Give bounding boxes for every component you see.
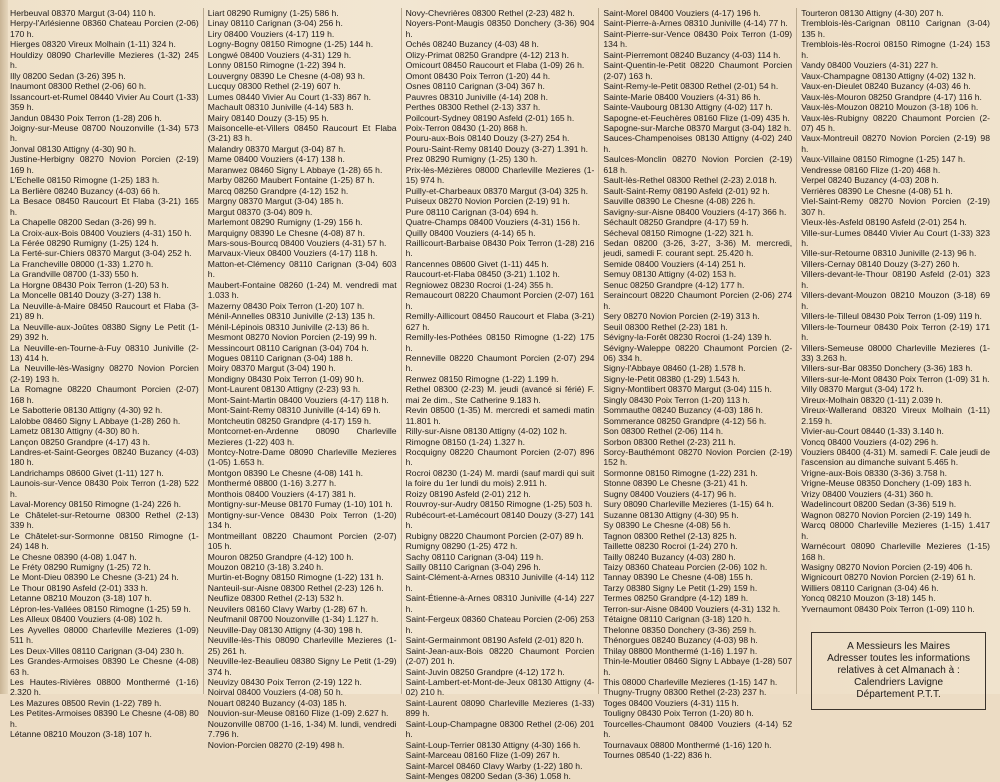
column-5 — [797, 8, 994, 701]
commune-entry: Lonny 08150 Rimogne (1-22) 394 h. — [207, 60, 346, 71]
commune-entry: Thénorgues 08240 Buzancy (4-03) 98 h. — [603, 635, 758, 646]
commune-entry: Létanne 08210 Mouzon (3-18) 107 h. — [10, 729, 152, 740]
commune-entry: Neuvilers 08160 Clavy Warby (1-28) 67 h. — [207, 603, 368, 614]
commune-entry: Termes 08250 Grandpre (4-12) 189 h. — [603, 593, 749, 604]
commune-entry: Touligny 08430 Poix Terron (1-20) 80 h. — [603, 708, 754, 719]
commune-entry: Rubigny 08220 Chaumont Porcien (2-07) 89 h. — [405, 530, 584, 541]
commune-entry: Yoncq 08210 Mouzon (3-18) 145 h. — [801, 593, 936, 604]
commune-entry: Villers-Cernay 08140 Douzy (3-27) 260 h. — [801, 258, 960, 269]
commune-entry: Novy-Chevrières 08300 Rethel (2-23) 482 h. — [405, 8, 575, 18]
commune-entry: Les Grandes-Armoises 08390 Le Chesne (4-08) 63 h. — [10, 656, 199, 677]
commune-entry: Villers-sur-le-Mont 08430 Poix Terron (1-09) 31 h. — [801, 373, 990, 384]
commune-entry: Sy 08390 Le Chesne (4-08) 56 h. — [603, 520, 731, 531]
commune-entry: Les Ayvelles 08000 Charleville Mezieres (1-09) 511 h. — [10, 624, 199, 646]
commune-entry: La Neuville-lès-Wasigny 08270 Novion Porcien (2-19) 193 h. — [10, 363, 199, 384]
commune-entry: La Berlière 08240 Buzancy (4-03) 66 h. — [10, 185, 161, 196]
commune-entry: Lançon 08250 Grandpre (4-17) 43 h. — [10, 436, 150, 447]
commune-entry: Neuville-Day 08130 Attigny (4-30) 198 h. — [207, 624, 363, 635]
commune-entry: Tailly 08240 Buzancy (4-03) 280 h. — [603, 551, 736, 562]
commune-entry: This 08000 Charleville Mezieres (1-15) 147 h. — [603, 677, 778, 687]
commune-entry: Remilly-Aillicourt 08450 Raucourt et Flaba (3-21) 627 h. — [405, 311, 595, 332]
page-crease — [0, 0, 8, 694]
commune-entry: Illy 08200 Sedan (3-26) 395 h. — [10, 70, 126, 81]
commune-entry: La Francheville 08000 (1-33) 1.270 h. — [10, 258, 154, 269]
commune-entry: Renwez 08150 Rimogne (1-22) 1.199 h. — [405, 373, 559, 384]
commune-entry: Liry 08400 Vouziers (4-17) 119 h. — [207, 28, 335, 39]
commune-entry: Séchault 08250 Grandpre (4-17) 59 h. — [603, 217, 749, 228]
commune-entry: Saulces-Monclin 08270 Novion Porcien (2-19) 618 h. — [603, 154, 793, 175]
commune-entry: Tournavaux 08800 Monthermé (1-16) 120 h. — [603, 739, 772, 750]
commune-entry: Wignicourt 08270 Novion Porcien (2-19) 61 h. — [801, 572, 976, 583]
commune-entry: Sedan 08200 (3-26, 3-27, 3-36) M. mercredi, jeudi, samedi F. courant sept. 25.420 h. — [603, 237, 793, 259]
commune-entry: Montcornet-en-Ardenne 08090 Charleville Mezieres (1-22) 403 h. — [207, 426, 397, 447]
commune-entry: Villers-devant-Mouzon 08210 Mouzon (3-18) 69 h. — [801, 290, 990, 311]
commune-entry: Vireux-Wallerand 08320 Vireux Molhain (1-11) 2.159 h. — [801, 405, 990, 426]
commune-entry: Noirval 08400 Vouziers (4-08) 50 h. — [207, 687, 343, 698]
commune-entry: Novion-Porcien 08270 (2-19) 498 h. — [207, 739, 345, 750]
commune-entry: Le Mont-Dieu 08390 Le Chesne (3-21) 24 h. — [10, 572, 179, 583]
column-3 — [402, 8, 600, 782]
commune-entry: Prez 08290 Rumigny (1-25) 130 h. — [405, 154, 538, 165]
commune-entry: Sery 08270 Novion Porcien (2-19) 313 h. — [603, 311, 760, 322]
commune-entry: Jandun 08430 Poix Terron (1-28) 206 h. — [10, 112, 162, 123]
commune-entry: Saint-Menges 08200 Sedan (3-36) 1.058 h. — [405, 771, 571, 782]
commune-entry: Wadelincourt 08200 Sedan (3-36) 519 h. — [801, 499, 957, 510]
commune-entry: Saint-Loup-Champagne 08300 Rethel (2-06) 201 h. — [405, 718, 595, 740]
column-4 — [599, 8, 797, 761]
commune-entry: La Neuville-aux-Joûtes 08380 Signy Le Petit (1-29) 392 h. — [10, 321, 199, 343]
commune-entry: Sugny 08400 Vouziers (4-17) 96 h. — [603, 488, 737, 499]
commune-entry: Saint-Remy-le-Petit 08300 Rethel (2-01) 54 h. — [603, 81, 779, 92]
commune-entry: Puilly-et-Charbeaux 08370 Margut (3-04) 325 h. — [405, 185, 589, 196]
commune-entry: Saint-Clément-à-Arnes 08310 Juniville (4-14) 112 h. — [405, 572, 595, 593]
commune-entry: Roizy 08190 Asfeld (2-01) 212 h. — [405, 488, 531, 499]
commune-entry: Rocroi 08230 (1-24) M. mardi (sauf mardi qui suit la foire du 1er lundi du mois) 2.911 h. — [405, 467, 595, 489]
commune-entry: Le Châtelet-sur-Retourne 08300 Rethel (2-13) 339 h. — [10, 509, 199, 531]
commune-entry: Rethel 08300 (2-23) M. jeudi (avancé si férié) F. mai 2e dim., Ste Catherine 9.183 h. — [405, 384, 595, 405]
commune-entry: Neuville-lez-Beaulieu 08380 Signy Le Petit (1-29) 374 h. — [207, 656, 397, 677]
commune-entry: Justine-Herbigny 08270 Novion Porcien (2-19) 169 h. — [10, 154, 199, 175]
commune-entry: Poix-Terron 08430 (1-20) 868 h. — [405, 122, 528, 133]
commune-entry: Signy-le-Petit 08380 (1-29) 1.543 h. — [603, 373, 740, 384]
commune-entry: Monthermé 08800 (1-16) 3.277 h. — [207, 478, 337, 489]
commune-entry: Murtin-et-Bogny 08150 Rimogne (1-22) 131 h. — [207, 572, 384, 583]
commune-entry: Warcq 08000 Charleville Mezieres (1-15) 1.417 h. — [801, 520, 990, 541]
commune-entry: Mont-Saint-Martin 08400 Vouziers (4-17) 118 h. — [207, 394, 389, 405]
commune-entry: Joigny-sur-Meuse 08700 Nouzonville (1-34) 573 h. — [10, 122, 199, 144]
commune-entry: Sorcy-Bauthémont 08270 Novion Porcien (2-19) 152 h. — [603, 447, 793, 468]
commune-entry: Saint-Quentin-le-Petit 08220 Chaumont Porcien (2-07) 163 h. — [603, 60, 793, 81]
commune-entry: Marlemont 08290 Rumigny (1-29) 156 h. — [207, 217, 363, 228]
commune-entry: Poilcourt-Sydney 08190 Asfeld (2-01) 165 h. — [405, 112, 575, 123]
commune-entry: La Chapelle 08200 Sedan (3-26) 99 h. — [10, 217, 157, 228]
commune-entry: Terron-sur-Aisne 08400 Vouziers (4-31) 132 h. — [603, 603, 781, 614]
commune-entry: Logny-Bogny 08150 Rimogne (1-25) 144 h. — [207, 39, 374, 50]
commune-entry: Lucquy 08300 Rethel (2-19) 607 h. — [207, 81, 341, 92]
commune-entry: Montigny-sur-Vence 08430 Poix Terron (1-20) 134 h. — [207, 509, 397, 531]
commune-entry: La Neuville-à-Maire 08450 Raucourt et Flaba (3-21) 89 h. — [10, 300, 199, 322]
commune-entry: Maubert-Fontaine 08260 (1-24) M. vendredi mat 1.033 h. — [207, 279, 397, 301]
commune-entry: Villy 08370 Margut (3-04) 172 h. — [801, 384, 924, 395]
notice-line: Calendriers Lavigne — [854, 677, 944, 689]
commune-entry: Williers 08110 Carignan (3-04) 46 h. — [801, 582, 939, 593]
commune-entry: Remaucourt 08220 Chaumont Porcien (2-07) 161 h. — [405, 290, 595, 311]
commune-entry: Sommerance 08250 Grandpre (4-12) 56 h. — [603, 415, 767, 426]
commune-entry: Viel-Saint-Remy 08270 Novion Porcien (2-19) 307 h. — [801, 196, 990, 217]
commune-entry: Toges 08400 Vouziers (4-31) 115 h. — [603, 697, 739, 708]
commune-entry: Saint-Étienne-à-Arnes 08310 Juniville (4-14) 227 h. — [405, 593, 595, 614]
commune-entry: Sauces-Champenoises 08130 Attigny (4-02) 240 h. — [603, 133, 793, 154]
commune-entry: Sachy 08110 Carignan (3-04) 119 h. — [405, 551, 544, 562]
column-2 — [204, 8, 402, 750]
commune-entry: Moiry 08370 Margut (3-04) 190 h. — [207, 363, 336, 374]
commune-entry: Regniowez 08230 Rocroi (1-24) 355 h. — [405, 279, 554, 290]
commune-entry: Thin-le-Moutier 08460 Signy L Abbaye (1-28) 507 h. — [603, 656, 793, 677]
commune-entry: Rilly-sur-Aisne 08130 Attigny (4-02) 102 h. — [405, 426, 568, 437]
commune-entry: Senuc 08250 Grandpre (4-12) 177 h. — [603, 279, 745, 290]
commune-entry: Le Chesne 08390 (4-08) 1.047 h. — [10, 551, 137, 562]
commune-entry: Mesmont 08270 Novion Porcien (2-19) 99 h. — [207, 332, 377, 343]
commune-entry: Marvaux-Vieux 08400 Vouziers (4-17) 118 h. — [207, 248, 378, 259]
commune-entry: Sommauthe 08240 Buzancy (4-03) 186 h. — [603, 405, 763, 416]
commune-entry: Lumes 08440 Vivier Au Court (1-33) 867 h. — [207, 91, 372, 102]
commune-entry: Perthes 08300 Rethel (2-13) 337 h. — [405, 102, 541, 113]
commune-entry: Jonval 08130 Attigny (4-30) 90 h. — [10, 143, 137, 154]
commune-entry: Marquigny 08390 Le Chesne (4-08) 87 h. — [207, 227, 365, 238]
commune-entry: Warnécourt 08090 Charleville Mezieres (1-15) 168 h. — [801, 541, 990, 562]
commune-entry: La Croix-aux-Bois 08400 Vouziers (4-31) 150 h. — [10, 227, 192, 238]
commune-entry: Omont 08430 Poix Terron (1-20) 44 h. — [405, 70, 551, 81]
commune-entry: Pouru-Saint-Remy 08140 Douzy (3-27) 1.391 h. — [405, 143, 589, 154]
commune-entry: Saint-Pierremont 08240 Buzancy (4-03) 114 h. — [603, 49, 781, 60]
commune-entry: Lalobbe 08460 Signy L Abbaye (1-28) 260 h. — [10, 415, 181, 426]
commune-entry: Letanne 08210 Mouzon (3-18) 107 h. — [10, 593, 152, 604]
commune-entry: Vaux-Champagne 08130 Attigny (4-02) 132 h. — [801, 70, 976, 81]
commune-entry: Tournes 08540 (1-22) 836 h. — [603, 750, 712, 761]
commune-entry: Verpel 08240 Buzancy (4-03) 208 h. — [801, 175, 939, 186]
commune-entry: Mouzon 08210 (3-18) 3.240 h. — [207, 562, 324, 573]
commune-entry: La Grandville 08700 (1-33) 550 h. — [10, 269, 139, 280]
commune-entry: Rimogne 08150 (1-24) 1.327 h. — [405, 436, 526, 447]
commune-entry: Vaux-lès-Rubigny 08220 Chaumont Porcien (2-07) 45 h. — [801, 112, 990, 133]
commune-entry: Liart 08290 Rumigny (1-25) 586 h. — [207, 8, 339, 18]
commune-entry: Messincourt 08110 Carignan (3-04) 704 h. — [207, 342, 369, 353]
commune-entry: Le Fréty 08290 Rumigny (1-25) 72 h. — [10, 562, 151, 573]
commune-entry: Saint-Fergeux 08360 Chateau Porcien (2-06) 253 h. — [405, 614, 595, 635]
commune-entry: Mazerny 08430 Poix Terron (1-20) 107 h. — [207, 300, 365, 311]
commune-entry: Sury 08090 Charleville Mezieres (1-15) 64 h. — [603, 499, 774, 510]
commune-entry: Le Thour 08190 Asfeld (2-01) 333 h. — [10, 582, 148, 593]
commune-entry: Noyers-Pont-Maugis 08350 Donchery (3-36) 904 h. — [405, 18, 595, 39]
commune-entry: Saint-Jean-aux-Bois 08220 Chaumont Porcien (2-07) 201 h. — [405, 645, 595, 667]
commune-entry: La Besace 08450 Raucourt Et Flaba (3-21) 165 h. — [10, 196, 199, 217]
commune-entry: La Férée 08290 Rumigny (1-25) 124 h. — [10, 237, 159, 248]
commune-entry: Wagnon 08270 Novion Porcien (2-19) 149 h. — [801, 509, 972, 520]
commune-entry: Mouron 08250 Grandpre (4-12) 100 h. — [207, 551, 354, 562]
commune-entry: Seuil 08300 Rethel (2-23) 181 h. — [603, 321, 728, 332]
commune-entry: Pauvres 08310 Juniville (4-14) 208 h. — [405, 91, 548, 102]
commune-entry: Sailly 08110 Carignan (3-04) 296 h. — [405, 562, 541, 573]
commune-entry: Rubécourt-et-Lamécourt 08140 Douzy (3-27) 141 h. — [405, 509, 595, 531]
commune-entry: Rouvroy-sur-Audry 08150 Rimogne (1-25) 503 h. — [405, 499, 593, 510]
notice-line: A Messieurs les Maires — [847, 641, 950, 653]
commune-entry: Saint-Pierre-à-Arnes 08310 Juniville (4-14) 77 h. — [603, 18, 788, 29]
commune-entry: Sorbon 08300 Rethel (2-23) 211 h. — [603, 436, 736, 447]
commune-entry: Ville-sur-Retourne 08310 Juniville (2-13) 96 h. — [801, 248, 977, 259]
commune-entry: Seraincourt 08220 Chaumont Porcien (2-06) 274 h. — [603, 290, 793, 311]
commune-entry: Saint-Lambert-et-Mont-de-Jeux 08130 Attigny (4-02) 210 h. — [405, 677, 595, 698]
commune-entry: Signy-Montlibert 08370 Margut (3-04) 115 h. — [603, 384, 772, 395]
notice-line: Adresser toutes les informations — [827, 653, 970, 665]
commune-entry: Neuville-lès-This 08090 Charleville Mezieres (1-25) 261 h. — [207, 635, 397, 656]
commune-entry: Saint-Juvin 08250 Grandpre (4-12) 172 h. — [405, 666, 565, 677]
commune-entry: Villers-le-Tilleul 08430 Poix Terron (1-09) 119 h. — [801, 311, 982, 322]
commune-entry: Thugny-Trugny 08300 Rethel (2-23) 237 h. — [603, 687, 767, 698]
commune-entry: Vaux-Montreuil 08270 Novion Porcien (2-19) 98 h. — [801, 133, 990, 154]
commune-entry: Thelonne 08350 Donchery (3-36) 259 h. — [603, 624, 757, 635]
commune-entry: Matton-et-Clémency 08110 Carignan (3-04) 603 h. — [207, 258, 397, 280]
commune-entry: Landrichamps 08600 Givet (1-11) 127 h. — [10, 467, 164, 478]
commune-entry: Vrigne-Meuse 08350 Donchery (1-09) 183 h. — [801, 478, 972, 489]
commune-entry: Neufmanil 08700 Nouzonville (1-34) 1.127 h. — [207, 614, 379, 625]
commune-entry: Montcy-Notre-Dame 08090 Charleville Mezieres (1-05) 1.653 h. — [207, 447, 397, 468]
commune-entry: Ville-sur-Lumes 08440 Vivier Au Court (1-33) 323 h. — [801, 227, 990, 248]
commune-entry: Hierges 08320 Vireux Molhain (1-11) 324 h. — [10, 39, 176, 50]
commune-entry: Laval-Morency 08150 Rimogne (1-24) 226 h. — [10, 499, 182, 510]
commune-entry: Taillette 08230 Rocroi (1-24) 270 h. — [603, 541, 738, 552]
commune-entry: Saint-Morel 08400 Vouziers (4-17) 196 h. — [603, 8, 761, 18]
commune-entry: Les Alleux 08400 Vouziers (4-08) 102 h. — [10, 614, 163, 625]
commune-entry: Linay 08110 Carignan (3-04) 256 h. — [207, 18, 343, 29]
commune-entry: Ménil-Lépinois 08310 Juniville (2-13) 86 h. — [207, 321, 370, 332]
commune-entry: Wasigny 08270 Novion Porcien (2-19) 406 h. — [801, 562, 973, 573]
commune-entry: Vaux-lès-Mouron 08250 Grandpre (4-17) 116 h. — [801, 91, 982, 102]
commune-entry: Puiseux 08270 Novion Porcien (2-19) 91 h. — [405, 196, 570, 207]
commune-entry: Herbeuval 08370 Margut (3-04) 110 h. — [10, 8, 156, 18]
commune-entry: Tremblois-lès-Carignan 08110 Carignan (3-04) 135 h. — [801, 18, 990, 39]
commune-entry: Verrières 08390 Le Chesne (4-08) 51 h. — [801, 185, 953, 196]
commune-entry: Mairy 08140 Douzy (3-15) 95 h. — [207, 112, 329, 123]
commune-entry: Ochés 08240 Buzancy (4-03) 48 h. — [405, 39, 539, 50]
commune-entry: Lametz 08130 Attigny (4-30) 80 h. — [10, 426, 140, 437]
commune-entry: Machault 08310 Juniville (4-14) 583 h. — [207, 102, 354, 113]
commune-entry: Saint-Loup-Terrier 08130 Attigny (4-30) 166 h. — [405, 739, 581, 750]
commune-entry: Sault-lès-Rethel 08300 Rethel (2-23) 2.018 h. — [603, 175, 777, 186]
commune-entry: Tremblois-lès-Rocroi 08150 Rimogne (1-24) 153 h. — [801, 39, 990, 60]
commune-entry: Rancennes 08600 Givet (1-11) 445 h. — [405, 258, 549, 269]
commune-entry: Vandy 08400 Vouziers (4-31) 227 h. — [801, 60, 939, 71]
commune-entry: La Neuville-en-Tourne-à-Fuy 08310 Juniville (2-13) 414 h. — [10, 342, 199, 363]
commune-entry: Ménil-Annelles 08310 Juniville (2-13) 135 h. — [207, 311, 375, 322]
commune-entry: Mondigny 08430 Poix Terron (1-09) 90 h. — [207, 373, 364, 384]
commune-entry: Tétaigne 08110 Carignan (3-18) 120 h. — [603, 614, 752, 625]
commune-entry: Nouvion-sur-Meuse 08160 Flize (1-09) 2.627 h. — [207, 708, 389, 719]
commune-entry: Landres-et-Saint-Georges 08240 Buzancy (4-03) 180 h. — [10, 447, 199, 468]
commune-entry: Les Petites-Armoises 08390 Le Chesne (4-08) 80 h. — [10, 708, 199, 729]
commune-entry: La Moncelle 08140 Douzy (3-27) 138 h. — [10, 290, 161, 301]
commune-entry: Signy-l'Abbaye 08460 (1-28) 1.578 h. — [603, 363, 746, 374]
commune-entry: Mont-Laurent 08130 Attigny (2-23) 93 h. — [207, 384, 361, 395]
commune-entry: Saint-Marceau 08160 Flize (1-09) 267 h. — [405, 750, 560, 761]
commune-entry: Prix-lès-Mézières 08000 Charleville Mezieres (1-15) 974 h. — [405, 164, 595, 186]
commune-entry: Tagnon 08300 Rethel (2-13) 825 h. — [603, 530, 737, 541]
commune-entry: Tannay 08390 Le Chesne (4-08) 155 h. — [603, 572, 753, 583]
commune-entry: Sauville 08390 Le Chesne (4-08) 226 h. — [603, 196, 756, 207]
commune-entry: Les Deux-Villes 08110 Carignan (3-04) 230 h. — [10, 645, 185, 656]
commune-entry: Quatre-Champs 08400 Vouziers (4-31) 156 h. — [405, 217, 580, 228]
commune-entry: Sévigny-la-Forêt 08230 Rocroi (1-24) 139 h. — [603, 332, 772, 343]
column-5-entries — [801, 8, 990, 614]
commune-entry: Louvergny 08390 Le Chesne (4-08) 93 h. — [207, 70, 365, 81]
commune-entry: Mame 08400 Vouziers (4-17) 138 h. — [207, 154, 345, 165]
commune-entry: Osnes 08110 Carignan (3-04) 367 h. — [405, 81, 545, 92]
commune-entry: Taizy 08360 Chateau Porcien (2-06) 102 h. — [603, 562, 768, 573]
commune-entry: Houldizy 08090 Charleville Mezieres (1-32) 245 h. — [10, 49, 199, 71]
commune-entry: Vaux-en-Dieulet 08240 Buzancy (4-03) 46 h. — [801, 81, 971, 92]
commune-entry: Les Mazures 08500 Revin (1-22) 789 h. — [10, 697, 162, 708]
commune-entry: La Ferté-sur-Chiers 08370 Margut (3-04) 252 h. — [10, 248, 192, 259]
commune-entry: Quilly 08400 Vouziers (4-14) 65 h. — [405, 227, 536, 238]
commune-entry: Maranwez 08460 Signy L Abbaye (1-28) 65 h. — [207, 164, 383, 175]
commune-entry: Montgon 08390 Le Chesne (4-08) 141 h. — [207, 467, 364, 478]
commune-entry: Montcheutin 08250 Grandpre (4-17) 159 h. — [207, 415, 372, 426]
commune-entry: Sapogne-sur-Marche 08370 Margut (3-04) 182 h. — [603, 122, 792, 133]
commune-entry: Suzanne 08130 Attigny (4-30) 95 h. — [603, 509, 739, 520]
commune-entry: Issancourt-et-Rumel 08440 Vivier Au Court (1-33) 359 h. — [10, 91, 199, 113]
commune-entry: Tarzy 08380 Signy Le Petit (1-29) 159 h. — [603, 582, 758, 593]
commune-entry: Rumigny 08290 (1-25) 472 h. — [405, 541, 518, 552]
commune-entry: Mont-Saint-Remy 08310 Juniville (4-14) 69 h. — [207, 405, 381, 416]
commune-entry: L'Echelle 08150 Rimogne (1-25) 183 h. — [10, 175, 160, 186]
commune-entry: Lépron-les-Vallées 08150 Rimogne (1-25) 59 h. — [10, 603, 191, 614]
commune-entry: Singly 08430 Poix Terron (1-20) 113 h. — [603, 394, 750, 405]
commune-entry: Sapogne-et-Feuchères 08160 Flize (1-09) 435 h. — [603, 112, 790, 123]
commune-entry: Marcq 08250 Grandpre (4-12) 152 h. — [207, 185, 349, 196]
commune-entry: Voncq 08400 Vouziers (4-02) 296 h. — [801, 436, 939, 447]
commune-entry: Olizy-Primat 08250 Grandpre (4-12) 213 h. — [405, 49, 569, 60]
commune-entry: Villers-Semeuse 08000 Charleville Mezieres (1-33) 3.263 h. — [801, 342, 990, 363]
commune-entry: Vireux-Molhain 08320 (1-11) 2.039 h. — [801, 394, 943, 405]
commune-entry: Vrizy 08400 Vouziers (4-31) 360 h. — [801, 488, 934, 499]
commune-entry: Montmeillant 08220 Chaumont Porcien (2-07) 105 h. — [207, 530, 397, 552]
commune-entry: Vrigne-aux-Bois 08330 (3-36) 3.758 h. — [801, 467, 948, 478]
commune-entry: Stonne 08390 Le Chesne (3-21) 41 h. — [603, 478, 748, 489]
commune-entry: Semuy 08130 Attigny (4-02) 153 h. — [603, 269, 737, 280]
notice-line: Département P.T.T. — [856, 689, 941, 701]
notice-line: relatives à cet Almanach à : — [837, 665, 960, 677]
commune-entry: Mars-sous-Bourcq 08400 Vouziers (4-31) 57 h. — [207, 237, 387, 248]
commune-entry: Vieux-lès-Asfeld 08190 Asfeld (2-01) 254 h. — [801, 217, 967, 228]
commune-entry: Maisoncelle-et-Villers 08450 Raucourt Et Flaba (3-21) 83 h. — [207, 122, 397, 144]
commune-entry: Nouzonville 08700 (1-16, 1-34) M. lundi, vendredi 7.796 h. — [207, 718, 397, 740]
commune-entry: Omicourt 08450 Raucourt et Flaba (1-09) 26 h. — [405, 60, 585, 71]
commune-entry: Marby 08260 Maubert Fontaine (1-25) 87 h. — [207, 175, 375, 186]
commune-entry: Montigny-sur-Meuse 08170 Fumay (1-10) 101 h. — [207, 499, 393, 510]
commune-entry: Revin 08500 (1-35) M. mercredi et samedi matin 11.801 h. — [405, 405, 595, 426]
commune-entry: Saint-Marcel 08460 Clavy Warby (1-22) 180 h. — [405, 760, 583, 771]
commune-entry: Saint-Germainmont 08190 Asfeld (2-01) 820 h. — [405, 635, 584, 646]
commune-entry: Monthois 08400 Vouziers (4-17) 381 h. — [207, 488, 356, 499]
commune-entry: La Horgne 08430 Poix Terron (1-20) 53 h. — [10, 279, 169, 290]
commune-entry: Son 08300 Rethel (2-06) 114 h. — [603, 426, 724, 437]
commune-entry: Sécheval 08150 Rimogne (1-22) 321 h. — [603, 227, 754, 238]
commune-entry: Malandry 08370 Margut (3-04) 87 h. — [207, 143, 346, 154]
commune-entry: Les Hautes-Rivières 08800 Monthermé (1-16) 2.320 h. — [10, 677, 199, 698]
commune-entry: Mogues 08110 Carignan (3-04) 188 h. — [207, 352, 353, 363]
commune-entry: Raucourt-et-Flaba 08450 (3-21) 1.102 h. — [405, 269, 560, 280]
commune-entry: Semide 08400 Vouziers (4-14) 251 h. — [603, 258, 746, 269]
commune-entry: Vaux-lès-Mouzon 08210 Mouzon (3-18) 106 h. — [801, 102, 979, 113]
column-1 — [6, 8, 204, 740]
commune-entry: Sormonne 08150 Rimogne (1-22) 231 h. — [603, 467, 758, 478]
commune-entry: Raillicourt-Barbaise 08430 Poix Terron (1-28) 216 h. — [405, 237, 595, 259]
commune-entry: Saint-Pierre-sur-Vence 08430 Poix Terron (1-09) 134 h. — [603, 28, 793, 50]
commune-entry: Vaux-Villaine 08150 Rimogne (1-25) 147 h. — [801, 154, 966, 165]
commune-entry: Sévigny-Waleppe 08220 Chaumont Porcien (2-06) 334 h. — [603, 342, 793, 363]
commune-entry: Renneville 08220 Chaumont Porcien (2-07) 294 h. — [405, 352, 595, 374]
commune-entry: Launois-sur-Vence 08430 Poix Terron (1-28) 522 h. — [10, 478, 199, 499]
commune-entry: Pure 08110 Carignan (3-04) 694 h. — [405, 206, 539, 217]
commune-entry: Rocquigny 08220 Chaumont Porcien (2-07) 896 h. — [405, 447, 595, 468]
commune-entry: Villers-le-Tourneur 08430 Poix Terron (2-19) 171 h. — [801, 321, 990, 343]
commune-entry: Sainte-Marie 08400 Vouziers (4-31) 86 h. — [603, 91, 761, 102]
commune-entry: Sainte-Vaubourg 08130 Attigny (4-02) 117 h. — [603, 102, 773, 113]
commune-entry: Vouziers 08400 (4-31) M. samedi F. Cale jeudi de l'ascension au dimanche suivant 5.465 h. — [801, 447, 990, 468]
commune-entry: Vendresse 08160 Flize (1-20) 468 h. — [801, 164, 941, 175]
commune-entry: Savigny-sur-Aisne 08400 Vouziers (4-17) 366 h. — [603, 206, 787, 217]
commune-entry: Longwé 08400 Vouziers (4-31) 129 h. — [207, 49, 352, 60]
commune-entry: Nouart 08240 Buzancy (4-03) 185 h. — [207, 697, 347, 708]
commune-entry: La Romagne 08220 Chaumont Porcien (2-07) 168 h. — [10, 384, 199, 405]
commune-entry: Inaumont 08300 Rethel (2-06) 60 h. — [10, 81, 147, 92]
commune-entry: Tourcelles-Chaumont 08400 Vouziers (4-14) 52 h. — [603, 718, 793, 740]
commune-entry: Remilly-les-Pothées 08150 Rimogne (1-22) 175 h. — [405, 332, 595, 353]
commune-entry: Herpy-l'Arlésienne 08360 Chateau Porcien (2-06) 170 h. — [10, 18, 199, 39]
commune-entry: Nanteuil-sur-Aisne 08300 Rethel (2-23) 126 h. — [207, 582, 384, 593]
commune-entry: Villers-devant-le-Thour 08190 Asfeld (2-01) 323 h. — [801, 269, 990, 290]
commune-entry: Pouru-aux-Bois 08140 Douzy (3-27) 254 h. — [405, 133, 570, 144]
commune-entry: Margut 08370 (3-04) 809 h. — [207, 206, 313, 217]
commune-entry: Villers-sur-Bar 08350 Donchery (3-36) 183 h. — [801, 363, 973, 374]
commune-entry: Neuvizy 08430 Poix Terron (2-19) 122 h. — [207, 677, 362, 687]
commune-entry: Saint-Laurent 08090 Charleville Mezieres (1-33) 899 h. — [405, 697, 595, 719]
commune-entry: Neuflize 08300 Rethel (2-13) 532 h. — [207, 593, 344, 604]
commune-entry: Margny 08370 Margut (3-04) 185 h. — [207, 196, 344, 207]
commune-entry: Vivier-au-Court 08440 (1-33) 3.140 h. — [801, 426, 944, 437]
commune-entry: Thilay 08800 Monthermé (1-16) 1.197 h. — [603, 645, 758, 656]
commune-entry: Yvernaumont 08430 Poix Terron (1-09) 110 h. — [801, 603, 975, 614]
commune-entry: Sault-Saint-Remy 08190 Asfeld (2-01) 92 h. — [603, 185, 770, 196]
commune-entry: Le Sabotterie 08130 Attigny (4-30) 92 h. — [10, 405, 163, 416]
notice-box — [811, 632, 986, 710]
commune-entry: Le Châtelet-sur-Sormonne 08150 Rimogne (1-24) 148 h. — [10, 530, 199, 552]
commune-entry: Tourteron 08130 Attigny (4-30) 207 h. — [801, 8, 944, 18]
